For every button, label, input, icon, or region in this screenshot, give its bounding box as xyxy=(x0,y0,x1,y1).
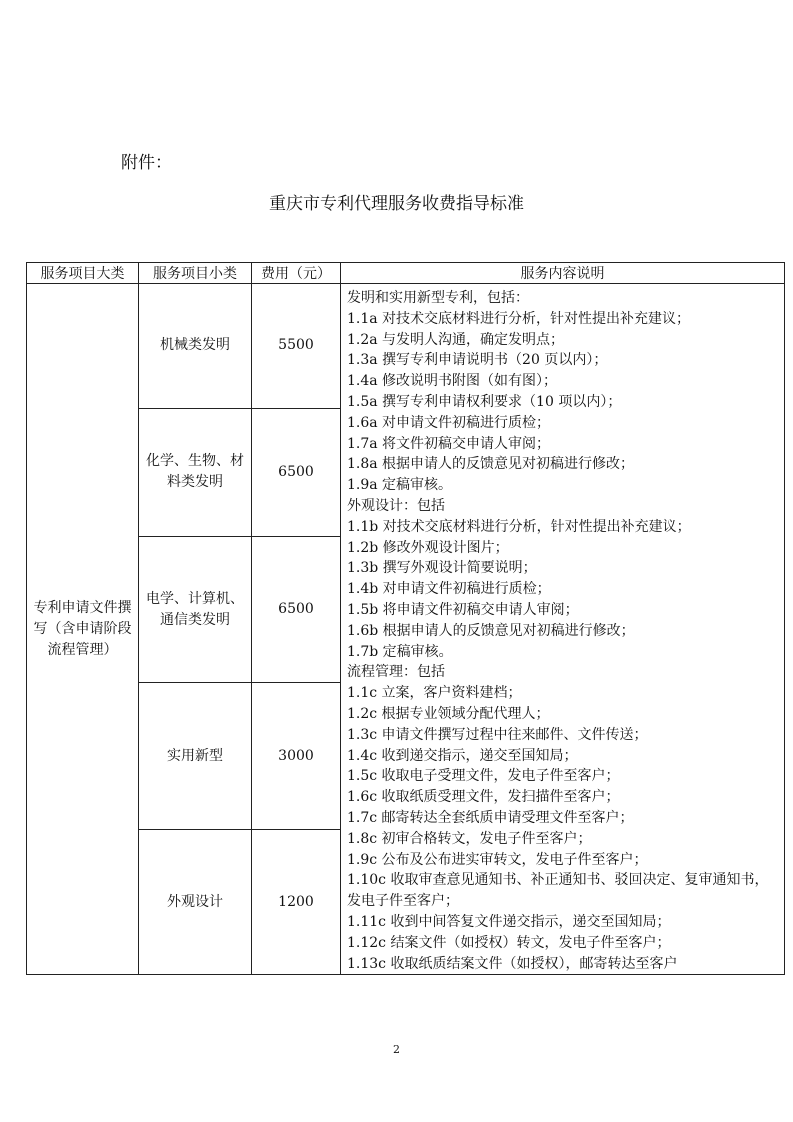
desc-line: 发明和实用新型专利，包括： xyxy=(347,290,529,306)
desc-line: 1.2a 与发明人沟通，确定发明点； xyxy=(347,331,565,348)
desc-line: 1.2b 修改外观设计图片； xyxy=(347,539,509,556)
subcategory-cell: 实用新型 xyxy=(139,683,252,830)
desc-line: 1.6b 根据申请人的反馈意见对初稿进行修改； xyxy=(347,622,635,639)
table-header-row xyxy=(27,263,785,284)
subcategory-cell: 化学、生物、材料类发明 xyxy=(139,408,252,536)
desc-line: 1.9c 公布及公布进实审转文，发电子件至客户； xyxy=(347,851,648,868)
fee-cell: 6500 xyxy=(252,408,341,536)
header-category: 服务项目大类 xyxy=(27,263,139,284)
desc-line: 1.1b 对技术交底材料进行分析，针对性提出补充建议； xyxy=(347,518,691,535)
fee-cell: 1200 xyxy=(252,830,341,975)
header-description: 服务内容说明 xyxy=(341,263,785,284)
desc-line: 1.13c 收取纸质结案文件（如授权），邮寄转达至客户 xyxy=(347,955,678,972)
desc-line: 1.7b 定稿审核。 xyxy=(347,643,453,660)
desc-line: 1.12c 结案文件（如授权）转文，发电子件至客户； xyxy=(347,934,671,951)
desc-line: 1.8a 根据申请人的反馈意见对初稿进行修改； xyxy=(347,456,635,473)
fee-cell: 5500 xyxy=(252,284,341,409)
desc-line: 1.4c 收到递交指示，递交至国知局； xyxy=(347,747,578,764)
desc-line: 外观设计：包括 xyxy=(347,497,445,514)
header-fee: 费用（元） xyxy=(252,263,341,284)
desc-line: 1.1a 对技术交底材料进行分析，针对性提出补充建议； xyxy=(347,310,691,327)
desc-line: 1.5c 收取电子受理文件，发电子件至客户； xyxy=(347,768,620,785)
subcategory-cell: 电学、计算机、通信类发明 xyxy=(139,536,252,683)
desc-line: 1.10c 收取审查意见通知书、补正通知书、驳回决定、复审通知书，发电子件至客户； xyxy=(347,872,769,910)
fee-table xyxy=(26,262,785,975)
desc-line: 1.7a 将文件初稿交申请人审阅； xyxy=(347,435,551,452)
desc-line: 1.1c 立案，客户资料建档； xyxy=(347,685,522,702)
page-number: 2 xyxy=(393,1043,400,1056)
subcategory-cell: 机械类发明 xyxy=(139,284,252,409)
attachment-label: 附件： xyxy=(121,153,172,173)
desc-line: 1.6c 收取纸质受理文件，发扫描件至客户； xyxy=(347,789,620,806)
fee-cell: 6500 xyxy=(252,536,341,683)
desc-line: 流程管理：包括 xyxy=(347,664,445,681)
desc-line: 1.6a 对申请文件初稿进行质检； xyxy=(347,414,551,431)
desc-line: 1.9a 定稿审核。 xyxy=(347,477,453,494)
desc-line: 1.4b 对申请文件初稿进行质检； xyxy=(347,581,551,598)
desc-line: 1.3a 撰写专利申请说明书（20 页以内）； xyxy=(347,352,608,369)
desc-line: 1.8c 初审合格转文，发电子件至客户； xyxy=(347,830,592,847)
subcategory-cell: 外观设计 xyxy=(139,830,252,975)
desc-line: 1.5a 撰写专利申请权利要求（10 项以内）； xyxy=(347,393,622,410)
desc-line: 1.4a 修改说明书附图（如有图）； xyxy=(347,373,558,390)
desc-line: 1.11c 收到中间答复文件递交指示，递交至国知局； xyxy=(347,913,671,930)
desc-line: 1.5b 将申请文件初稿交申请人审阅； xyxy=(347,601,579,618)
table-row xyxy=(27,284,785,409)
category-cell: 专利申请文件撰写（含申请阶段流程管理） xyxy=(27,284,139,975)
description-cell xyxy=(341,284,785,975)
desc-line: 1.7c 邮寄转达全套纸质申请受理文件至客户； xyxy=(347,809,634,826)
document-title: 重庆市专利代理服务收费指导标准 xyxy=(269,194,524,214)
header-subcategory: 服务项目小类 xyxy=(139,263,252,284)
fee-cell: 3000 xyxy=(252,683,341,830)
desc-line: 1.2c 根据专业领域分配代理人； xyxy=(347,705,550,722)
desc-line: 1.3c 申请文件撰写过程中往来邮件、文件传送； xyxy=(347,726,648,743)
desc-line: 1.3b 撰写外观设计简要说明； xyxy=(347,560,537,577)
